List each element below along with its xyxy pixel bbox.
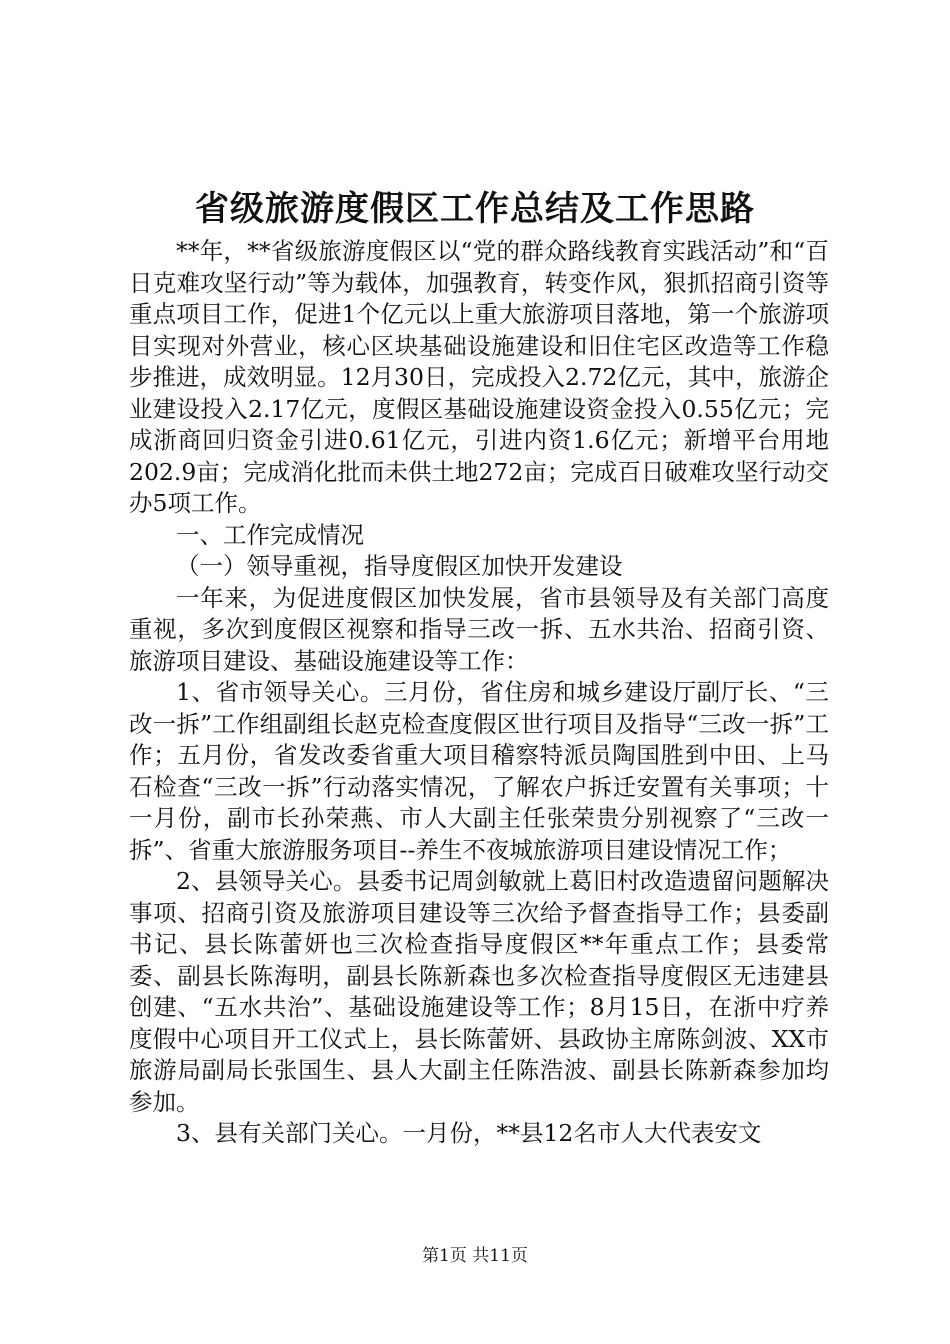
document-body xyxy=(129,236,829,1150)
paragraph-item-3: 3、县有关部门关心。一月份，**县12名市人大代表安文 xyxy=(176,1119,762,1147)
paragraph-item-1: 1、省市领导关心。三月份，省住房和城乡建设厅副厅长、“三改一拆”工作组副组长赵克检查度假区世行项目及指导“三改一拆”工作；五月份，省发改委省重大项目稽察特派员陶国胜到中田、上马石检查“三改一拆”行动落实情况，了解农户拆迁安置有关事项；十一月份，副市长孙荣燕、市人大副主任张荣贵分别视察了“三改一拆”、省重大旅游服务项目--养生不夜城旅游项目建设情况工作； xyxy=(129,678,829,864)
paragraph-overview: 一年来，为促进度假区加快发展，省市县领导及有关部门高度重视，多次到度假区视察和指导三改一拆、五水共治、招商引资、旅游项目建设、基础设施建设等工作： xyxy=(129,583,829,675)
section-heading: 一、工作完成情况 xyxy=(176,520,364,549)
subsection-heading: （一）领导重视，指导度假区加快开发建设 xyxy=(176,552,623,580)
paragraph-item-2: 2、县领导关心。县委书记周剑敏就上葛旧村改造遗留问题解决事项、招商引资及旅游项目建设等三次给予督查指导工作；县委副书记、县长陈蕾妍也三次检查指导度假区**年重点工作；县委常委、副县长陈海明，副县长陈新森也多次检查指导度假区无违建县创建、“五水共治”、基础设施建设等工作；8月15日，在浙中疗养度假中心项目开工仪式上，县长陈蕾妍、县政协主席陈剑波、XX市旅游局副局长张国生、县人大副主任陈浩波、副县长陈新森参加均参加。 xyxy=(129,867,829,1116)
page-footer: 第1页 共11页 xyxy=(422,1246,528,1266)
document-title: 省级旅游度假区工作总结及工作思路 xyxy=(195,189,755,229)
paragraph-intro: **年，**省级旅游度假区以“党的群众路线教育实践活动”和“百日克难攻坚行动”等为载体，加强教育，转变作风，狠抓招商引资等重点项目工作，促进1个亿元以上重大旅游项目落地，第一个旅游项目实现对外营业，核心区块基础设施建设和旧住宅区改造等工作稳步推进，成效明显。12月30日，完成投入2.72亿元，其中，旅游企业建设投入2.17亿元，度假区基础设施建设资金投入0.55亿元；完成浙商回归资金引进0.61亿元，引进内资1.6亿元；新增平台用地202.9亩；完成消化批而未供土地272亩；完成百日破难攻坚行动交办5项工作。 xyxy=(129,237,829,517)
